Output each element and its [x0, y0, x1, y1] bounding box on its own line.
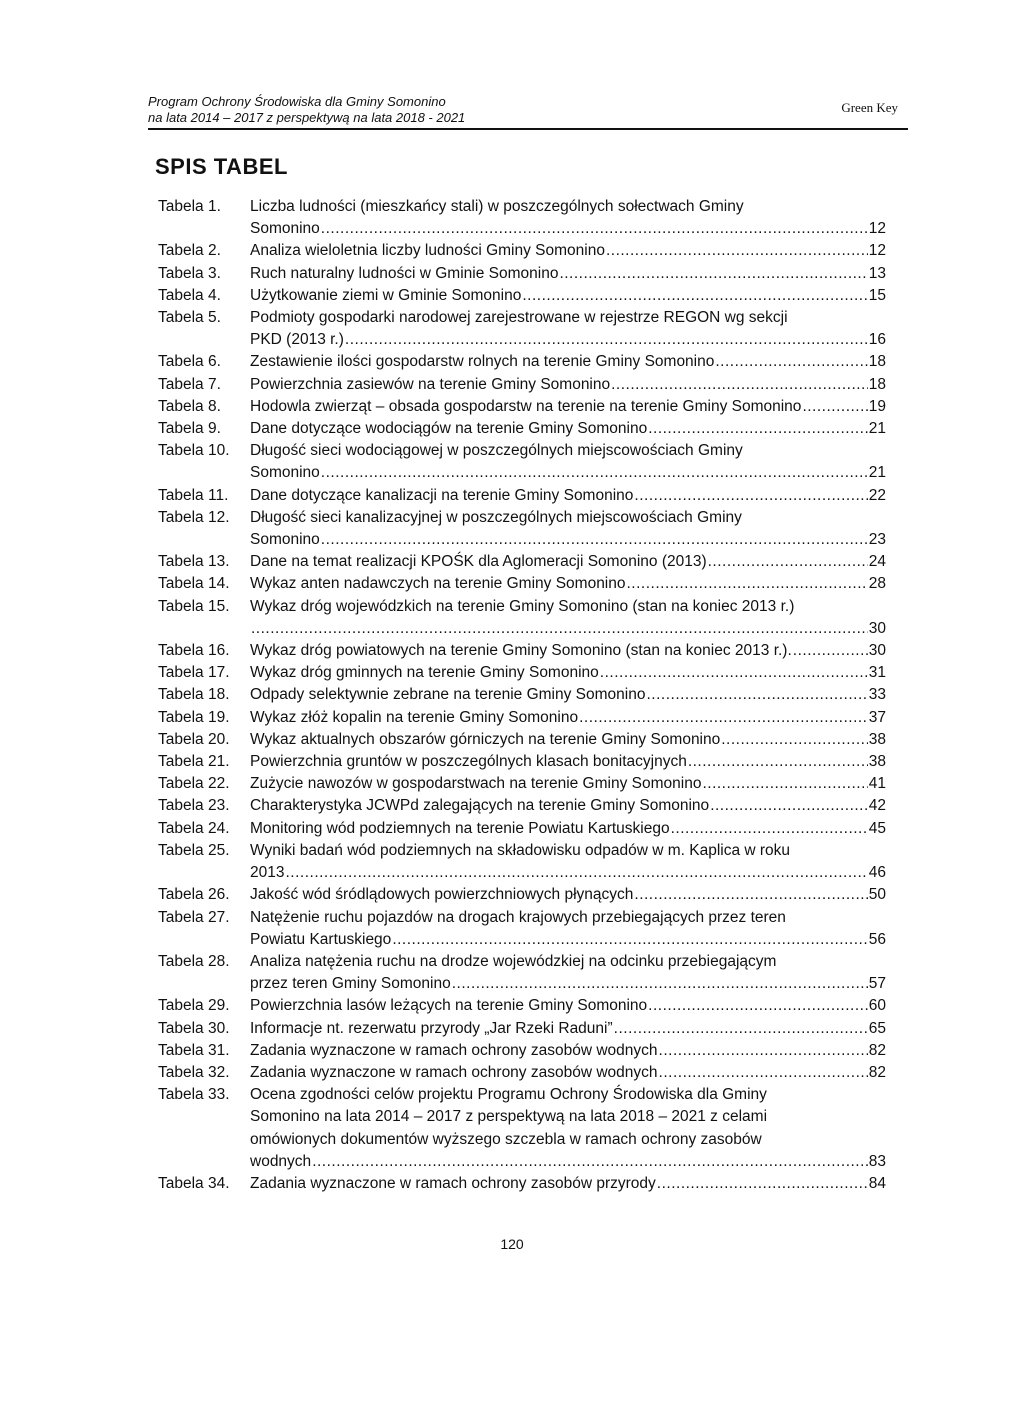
toc-entry-title-line: Ocena zgodności celów projektu Programu Ochrony Środowiska dla Gminy [250, 1086, 767, 1104]
toc-entry-page: 18 [868, 353, 886, 371]
dot-leader [634, 884, 867, 906]
toc-entry-number: Tabela 26. [158, 886, 230, 904]
dot-leader [452, 973, 868, 995]
toc-entry-body [250, 196, 886, 240]
brand-logo-text: Green Key [841, 100, 898, 115]
toc-entry-page: 13 [868, 264, 886, 282]
toc-entry-leader-line [250, 862, 886, 884]
toc-entry-body [250, 707, 886, 729]
toc-entry[interactable] [158, 662, 886, 684]
dot-leader [708, 551, 868, 573]
toc-entry-number: Tabela 24. [158, 819, 230, 837]
toc-entry-body [250, 440, 886, 484]
toc-entry-page: 22 [868, 486, 886, 504]
toc-entry-page: 60 [868, 997, 886, 1015]
toc-entry-leader-line [250, 263, 886, 285]
header-title [148, 94, 465, 126]
dot-leader [614, 1018, 868, 1040]
toc-entry-page: 18 [868, 375, 886, 393]
toc-entry-body [250, 307, 886, 351]
toc-entry-body [250, 795, 886, 817]
toc-entry-leader-line [250, 485, 886, 507]
toc-entry-title-line: Analiza natężenia ruchu na drodze wojewódzkiej na odcinku przebiegającym [250, 952, 777, 970]
toc-entry-title-line: Natężenie ruchu pojazdów na drogach krajowych przebiegających przez teren [250, 908, 786, 926]
toc-entry-number: Tabela 17. [158, 664, 230, 682]
toc-entry-number: Tabela 23. [158, 797, 230, 815]
toc-entry-title: Analiza wieloletnia liczby ludności Gminy Somonino [250, 242, 605, 260]
toc-entry-leader-line [250, 285, 886, 307]
toc-entry-body [250, 773, 886, 795]
toc-entry-title: Wykaz złóż kopalin na terenie Gminy Somonino [250, 708, 579, 726]
toc-entry[interactable] [158, 418, 886, 440]
toc-entry-title: Powierzchnia zasiewów na terenie Gminy Somonino [250, 375, 611, 393]
toc-entry-title: Dane dotyczące kanalizacji na terenie Gminy Somonino [250, 486, 634, 504]
toc-entry-title-line: omówionych dokumentów wyższego szczebla w ramach ochrony zasobów [250, 1130, 762, 1148]
dot-leader [579, 707, 868, 729]
toc-entry[interactable] [158, 374, 886, 396]
toc-entry-title: Wykaz anten nadawczych na terenie Gminy Somonino [250, 575, 626, 593]
dot-leader [710, 795, 868, 817]
toc-entry-number: Tabela 34. [158, 1174, 230, 1192]
toc-entry-number: Tabela 7. [158, 375, 221, 393]
page-title: SPIS TABEL [155, 154, 288, 179]
dot-leader [659, 1040, 868, 1062]
toc-entry-page: 56 [868, 930, 886, 948]
toc-entry-body [250, 1018, 886, 1040]
toc-entry-leader-line [250, 662, 886, 684]
toc-entry[interactable] [158, 1173, 886, 1195]
toc-entry-leader-line [250, 729, 886, 751]
toc-entry-title: Somonino [250, 220, 320, 238]
toc-entry-leader-line [250, 1018, 886, 1040]
toc-entry-title-line: Liczba ludności (mieszkańcy stali) w poszczególnych sołectwach Gminy [250, 198, 744, 215]
toc-entry-leader-line [250, 462, 886, 484]
toc-entry-title: Zadania wyznaczone w ramach ochrony zasobów wodnych [250, 1063, 658, 1081]
dot-leader [671, 818, 868, 840]
toc-entry-body [250, 1173, 886, 1195]
toc-entry-number: Tabela 19. [158, 708, 230, 726]
toc-entry-title-line: Długość sieci wodociągowej w poszczególnych miejscowościach Gminy [250, 442, 743, 460]
toc-entry-body [250, 751, 886, 773]
toc-entry-leader-line [250, 884, 886, 906]
toc-entry-leader-line [250, 551, 886, 573]
dot-leader [606, 240, 868, 262]
toc-entry-number: Tabela 2. [158, 242, 221, 260]
toc-entry-title: Powiatu Kartuskiego [250, 930, 392, 948]
toc-entry-title: Ruch naturalny ludności w Gminie Somonino [250, 264, 559, 282]
toc-entry-page: 19 [868, 397, 886, 415]
toc-entry-number: Tabela 30. [158, 1019, 230, 1037]
dot-leader [715, 351, 867, 373]
toc-entry[interactable] [158, 196, 886, 240]
toc-entry-page: 21 [868, 464, 886, 482]
dot-leader [392, 929, 867, 951]
toc-entry-body [250, 285, 886, 307]
toc-entry-page: 16 [868, 331, 886, 349]
toc-entry-page: 23 [868, 531, 886, 549]
table-of-contents [158, 196, 886, 1195]
toc-entry[interactable] [158, 1018, 886, 1040]
toc-entry-leader-line [250, 995, 886, 1017]
dot-leader [802, 396, 867, 418]
toc-entry-leader-line [250, 351, 886, 373]
dot-leader [793, 640, 868, 662]
toc-entry-number: Tabela 16. [158, 642, 230, 660]
toc-entry-body [250, 684, 886, 706]
toc-entry-page: 45 [868, 819, 886, 837]
toc-entry-page: 30 [868, 642, 886, 660]
toc-entry-page: 37 [868, 708, 886, 726]
toc-entry[interactable] [158, 795, 886, 817]
toc-entry[interactable] [158, 307, 886, 351]
dot-leader [721, 729, 868, 751]
toc-entry[interactable] [158, 684, 886, 706]
toc-entry-leader-line [250, 218, 886, 240]
toc-entry[interactable] [158, 1062, 886, 1084]
toc-entry-number: Tabela 13. [158, 553, 230, 571]
toc-entry-body [250, 662, 886, 684]
toc-entry-body [250, 374, 886, 396]
toc-entry-number: Tabela 15. [158, 597, 230, 615]
header-line-1: Program Ochrony Środowiska dla Gminy Somonino [148, 94, 446, 109]
toc-entry-page: 31 [868, 664, 886, 682]
toc-entry-leader-line [250, 773, 886, 795]
toc-entry-body [250, 1062, 886, 1084]
toc-entry-page: 41 [868, 775, 886, 793]
dot-leader [321, 529, 868, 551]
toc-entry-number: Tabela 28. [158, 952, 230, 970]
toc-entry-page: 50 [868, 886, 886, 904]
toc-entry-number: Tabela 18. [158, 686, 230, 704]
toc-entry-number: Tabela 12. [158, 508, 230, 526]
dot-leader [659, 1062, 868, 1084]
toc-entry-title: Jakość wód śródlądowych powierzchniowych płynących [250, 886, 634, 904]
toc-entry-body [250, 396, 886, 418]
toc-entry-body [250, 640, 886, 662]
header-line-2: na lata 2014 – 2017 z perspektywą na lata 2018 - 2021 [148, 110, 466, 125]
toc-entry-leader-line [250, 929, 886, 951]
toc-entry-title: Powierzchnia lasów leżących na terenie Gminy Somonino [250, 997, 648, 1015]
toc-entry-number: Tabela 8. [158, 397, 221, 415]
toc-entry-title-line: Wykaz dróg wojewódzkich na terenie Gminy Somonino (stan na koniec 2013 r.) [250, 597, 795, 615]
toc-entry-page: 24 [868, 553, 886, 571]
toc-entry[interactable] [158, 884, 886, 906]
toc-entry[interactable] [158, 396, 886, 418]
toc-entry-page: 21 [868, 420, 886, 438]
toc-entry-leader-line [250, 707, 886, 729]
toc-entry[interactable] [158, 285, 886, 307]
toc-entry-title: Zadania wyznaczone w ramach ochrony zasobów wodnych [250, 1041, 658, 1059]
toc-entry-title: PKD (2013 r.) [250, 331, 344, 349]
toc-entry-title: przez teren Gminy Somonino [250, 975, 451, 993]
page-number: 120 [500, 1236, 524, 1252]
toc-entry[interactable] [158, 573, 886, 595]
dot-leader [321, 462, 868, 484]
toc-entry-title: Zadania wyznaczone w ramach ochrony zasobów przyrody [250, 1174, 656, 1192]
dot-leader [285, 862, 867, 884]
toc-entry-page: 65 [868, 1019, 886, 1037]
toc-entry-body [250, 729, 886, 751]
toc-entry[interactable] [158, 907, 886, 951]
toc-entry-page: 46 [868, 864, 886, 882]
dot-leader [522, 285, 867, 307]
toc-entry-body [250, 418, 886, 440]
toc-entry[interactable] [158, 707, 886, 729]
toc-entry-body [250, 1040, 886, 1062]
toc-entry-leader-line [250, 1062, 886, 1084]
toc-entry-title-line: Wyniki badań wód podziemnych na składowisku odpadów w m. Kaplica w roku [250, 841, 791, 859]
dot-leader [648, 995, 868, 1017]
toc-entry[interactable] [158, 818, 886, 840]
toc-entry-number: Tabela 11. [158, 486, 229, 504]
dot-leader [611, 374, 868, 396]
toc-entry-leader-line [250, 396, 886, 418]
dot-leader [634, 485, 867, 507]
toc-entry-page: 57 [868, 975, 886, 993]
toc-entry-number: Tabela 3. [158, 264, 221, 282]
toc-entry[interactable] [158, 951, 886, 995]
toc-entry-body [250, 884, 886, 906]
toc-entry-number: Tabela 25. [158, 841, 230, 859]
dot-leader [657, 1173, 868, 1195]
toc-entry-number: Tabela 32. [158, 1063, 230, 1081]
toc-entry-page: 12 [868, 220, 886, 238]
toc-entry-body [250, 596, 886, 640]
toc-entry[interactable] [158, 640, 886, 662]
toc-entry-leader-line [250, 1040, 886, 1062]
toc-entry-title: Odpady selektywnie zebrane na terenie Gminy Somonino [250, 686, 646, 704]
toc-entry-title: Somonino [250, 464, 320, 482]
toc-entry-leader-line [250, 374, 886, 396]
dot-leader [321, 218, 868, 240]
toc-entry-leader-line [250, 418, 886, 440]
dot-leader [345, 329, 868, 351]
toc-entry-leader-line [250, 751, 886, 773]
toc-entry[interactable] [158, 995, 886, 1017]
toc-entry-page: 12 [868, 242, 886, 260]
toc-entry-title: Charakterystyka JCWPd zalegających na terenie Gminy Somonino [250, 797, 710, 815]
toc-entry-leader-line [250, 973, 886, 995]
toc-entry-leader-line [250, 573, 886, 595]
toc-entry-number: Tabela 6. [158, 353, 221, 371]
toc-entry-number: Tabela 21. [158, 753, 230, 771]
toc-entry-body [250, 551, 886, 573]
toc-entry-leader-line [250, 640, 886, 662]
toc-entry-leader-line [250, 684, 886, 706]
toc-entry[interactable] [158, 751, 886, 773]
toc-entry-title: Zestawienie ilości gospodarstw rolnych na terenie Gminy Somonino [250, 353, 715, 371]
toc-entry-number: Tabela 29. [158, 997, 230, 1015]
toc-entry-page: 15 [868, 286, 886, 304]
toc-entry-title: Wykaz dróg gminnych na terenie Gminy Somonino [250, 664, 599, 682]
toc-entry-body [250, 1084, 886, 1173]
toc-entry-title: Wykaz aktualnych obszarów górniczych na terenie Gminy Somonino [250, 730, 721, 748]
toc-entry-leader-line [250, 795, 886, 817]
toc-entry-title: Dane dotyczące wodociągów na terenie Gminy Somonino [250, 420, 648, 438]
toc-entry-title: Powierzchnia gruntów w poszczególnych klasach bonitacyjnych [250, 753, 687, 771]
toc-entry-page: 42 [868, 797, 886, 815]
dot-leader [559, 263, 867, 285]
toc-entry-page: 84 [868, 1174, 886, 1192]
toc-entry-body [250, 507, 886, 551]
toc-entry-title-line: Długość sieci kanalizacyjnej w poszczególnych miejscowościach Gminy [250, 508, 742, 526]
toc-entry-body [250, 263, 886, 285]
toc-entry-number: Tabela 14. [158, 575, 230, 593]
toc-entry-body [250, 351, 886, 373]
toc-entry-number: Tabela 22. [158, 775, 230, 793]
toc-entry[interactable] [158, 440, 886, 484]
toc-entry-page: 33 [868, 686, 886, 704]
toc-entry-title-line: Podmioty gospodarki narodowej zarejestrowane w rejestrze REGON wg sekcji [250, 309, 788, 327]
toc-entry[interactable] [158, 840, 886, 884]
dot-leader [312, 1151, 868, 1173]
toc-entry-leader-line [250, 618, 886, 640]
toc-entry-page: 82 [868, 1063, 886, 1081]
toc-entry-body [250, 485, 886, 507]
toc-entry-title: Użytkowanie ziemi w Gminie Somonino [250, 286, 522, 304]
toc-entry-number: Tabela 27. [158, 908, 230, 926]
toc-entry-title: Informacje nt. rezerwatu przyrody „Jar Rzeki Raduni” [250, 1019, 613, 1037]
dot-leader [688, 751, 868, 773]
toc-entry-title: Dane na temat realizacji KPOŚK dla Aglomeracji Somonino (2013) [250, 553, 707, 571]
dot-leader [646, 684, 867, 706]
toc-entry-title: 2013 [250, 864, 285, 882]
toc-entry[interactable] [158, 507, 886, 551]
toc-entry[interactable] [158, 485, 886, 507]
toc-entry-title: Monitoring wód podziemnych na terenie Powiatu Kartuskiego [250, 819, 670, 837]
toc-entry-page: 83 [868, 1152, 886, 1170]
toc-entry-body [250, 240, 886, 262]
dot-leader [600, 662, 868, 684]
header-rule [148, 128, 908, 130]
toc-entry-leader-line [250, 1151, 886, 1173]
toc-entry-leader-line [250, 1173, 886, 1195]
toc-entry[interactable] [158, 773, 886, 795]
toc-entry[interactable] [158, 1040, 886, 1062]
toc-entry-title: Hodowla zwierząt – obsada gospodarstw na terenie na terenie Gminy Somonino [250, 397, 802, 415]
toc-entry-title: Somonino [250, 531, 320, 549]
toc-entry[interactable] [158, 551, 886, 573]
toc-entry[interactable] [158, 240, 886, 262]
toc-entry-number: Tabela 4. [158, 286, 221, 304]
toc-entry-page: 38 [868, 753, 886, 771]
toc-entry-number: Tabela 1. [158, 198, 221, 215]
toc-entry-number: Tabela 31. [158, 1041, 230, 1059]
dot-leader [251, 618, 868, 640]
toc-entry-title: Wykaz dróg powiatowych na terenie Gminy Somonino (stan na koniec 2013 r.). [250, 642, 792, 660]
toc-entry[interactable] [158, 596, 886, 640]
toc-entry-body [250, 818, 886, 840]
toc-entry-title: Zużycie nawozów w gospodarstwach na terenie Gminy Somonino [250, 775, 702, 793]
dot-leader [648, 418, 868, 440]
toc-entry-leader-line [250, 818, 886, 840]
toc-entry-title: wodnych [250, 1152, 312, 1170]
toc-entry-body [250, 951, 886, 995]
toc-entry-number: Tabela 5. [158, 309, 221, 327]
toc-entry-page: 38 [868, 730, 886, 748]
toc-entry-page: 30 [868, 619, 886, 637]
toc-entry-title-line: Somonino na lata 2014 – 2017 z perspektywą na lata 2018 – 2021 z celami [250, 1108, 768, 1126]
toc-entry[interactable] [158, 351, 886, 373]
toc-entry-body [250, 573, 886, 595]
toc-entry-number: Tabela 20. [158, 730, 230, 748]
toc-entry-number: Tabela 10. [158, 442, 230, 460]
toc-entry-leader-line [250, 529, 886, 551]
page-header [148, 94, 908, 132]
toc-entry-page: 28 [868, 575, 886, 593]
toc-entry-body [250, 995, 886, 1017]
toc-entry-body [250, 907, 886, 951]
toc-entry-leader-line [250, 240, 886, 262]
toc-entry[interactable] [158, 729, 886, 751]
toc-entry[interactable] [158, 263, 886, 285]
toc-entry-number: Tabela 9. [158, 420, 221, 438]
dot-leader [627, 573, 868, 595]
toc-entry[interactable] [158, 1084, 886, 1173]
toc-entry-leader-line [250, 329, 886, 351]
toc-entry-body [250, 840, 886, 884]
toc-entry-page: 82 [868, 1041, 886, 1059]
dot-leader [702, 773, 867, 795]
toc-entry-number: Tabela 33. [158, 1086, 230, 1104]
